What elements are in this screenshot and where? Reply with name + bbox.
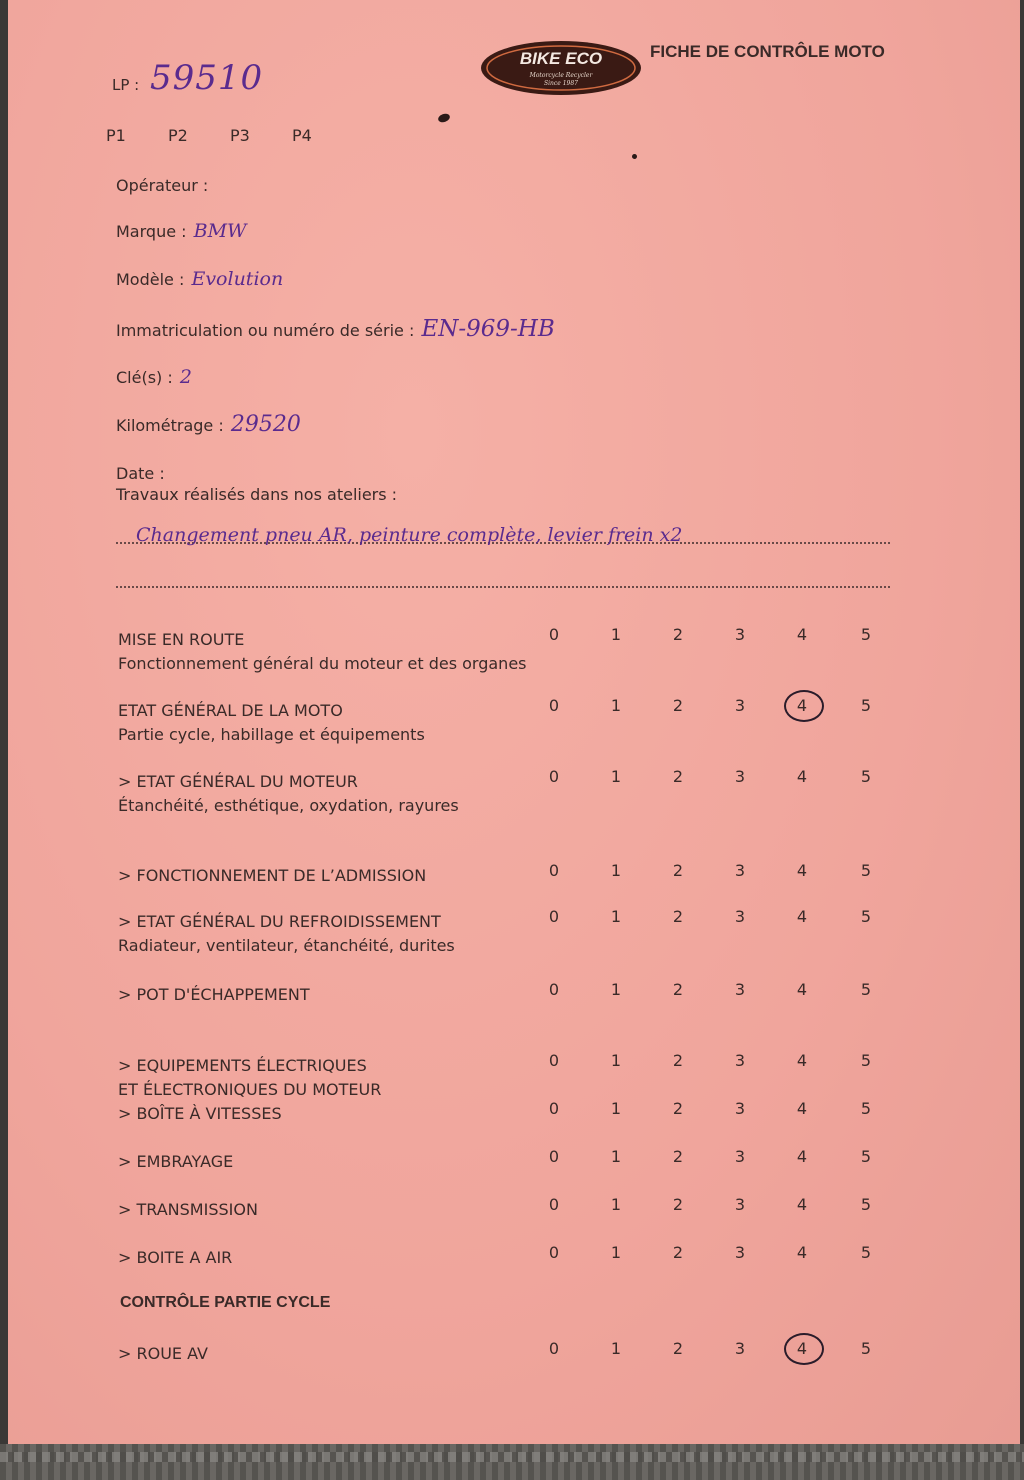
score-option-5[interactable]: 5 bbox=[860, 1099, 872, 1118]
check-row-label bbox=[118, 1054, 381, 1102]
svg-text:Motorcycle Recycler: Motorcycle Recycler bbox=[529, 72, 593, 79]
cycle-check-title: > ROUE AV bbox=[118, 1344, 208, 1363]
score-option-2[interactable]: 2 bbox=[672, 767, 684, 786]
lp-value: 59510 bbox=[150, 58, 264, 98]
score-option-3[interactable]: 3 bbox=[734, 1051, 746, 1070]
score-option-5[interactable]: 5 bbox=[860, 767, 872, 786]
check-row-label bbox=[118, 1102, 282, 1126]
score-option-4[interactable]: 4 bbox=[796, 1099, 808, 1118]
plastic-sleeve-edge bbox=[0, 1444, 1024, 1480]
kilometrage-field bbox=[116, 412, 301, 437]
score-option-1[interactable]: 1 bbox=[610, 1339, 622, 1358]
score-option-0[interactable]: 0 bbox=[548, 625, 560, 644]
check-title: MISE EN ROUTE bbox=[118, 630, 245, 649]
score-option-2[interactable]: 2 bbox=[672, 1339, 684, 1358]
date-field bbox=[116, 462, 167, 484]
travaux-value: Changement pneu AR, peinture complète, levier frein x2 bbox=[136, 524, 683, 546]
score-option-5[interactable]: 5 bbox=[860, 1147, 872, 1166]
check-subtitle: Radiateur, ventilateur, étanchéité, durites bbox=[118, 936, 455, 955]
lp-label: LP : bbox=[112, 76, 140, 94]
selected-score-circle bbox=[784, 690, 824, 722]
svg-text:BIKE ECO: BIKE ECO bbox=[519, 49, 603, 68]
date-label: Date : bbox=[116, 464, 165, 483]
score-option-4[interactable]: 4 bbox=[796, 980, 808, 999]
score-option-3[interactable]: 3 bbox=[734, 1147, 746, 1166]
score-option-5[interactable]: 5 bbox=[860, 980, 872, 999]
score-option-4[interactable]: 4 bbox=[796, 907, 808, 926]
check-subtitle: Fonctionnement général du moteur et des organes bbox=[118, 654, 527, 673]
score-option-4[interactable]: 4 bbox=[796, 1339, 808, 1358]
immatriculation-label: Immatriculation ou numéro de série : bbox=[116, 321, 415, 340]
score-option-5[interactable]: 5 bbox=[860, 861, 872, 880]
operateur-field bbox=[116, 174, 210, 196]
score-option-4[interactable]: 4 bbox=[796, 625, 808, 644]
score-option-4[interactable]: 4 bbox=[796, 696, 808, 715]
check-row-label bbox=[118, 628, 527, 676]
check-row-label bbox=[118, 1198, 258, 1222]
cles-label: Clé(s) : bbox=[116, 368, 173, 387]
score-option-3[interactable]: 3 bbox=[734, 1099, 746, 1118]
modele-field bbox=[116, 268, 283, 290]
marque-value: BMW bbox=[193, 220, 247, 242]
score-option-1[interactable]: 1 bbox=[610, 980, 622, 999]
ink-spot bbox=[632, 154, 637, 159]
check-title: > BOÎTE À VITESSES bbox=[118, 1104, 282, 1123]
score-option-3[interactable]: 3 bbox=[734, 696, 746, 715]
check-title: > FONCTIONNEMENT DE L’ADMISSION bbox=[118, 866, 427, 885]
travaux-line-2 bbox=[116, 586, 890, 588]
score-option-2[interactable]: 2 bbox=[672, 696, 684, 715]
score-option-0[interactable]: 0 bbox=[548, 907, 560, 926]
score-option-5[interactable]: 5 bbox=[860, 696, 872, 715]
score-option-4[interactable]: 4 bbox=[796, 767, 808, 786]
score-option-0[interactable]: 0 bbox=[548, 980, 560, 999]
score-option-2[interactable]: 2 bbox=[672, 1243, 684, 1262]
score-option-0[interactable]: 0 bbox=[548, 1051, 560, 1070]
score-option-3[interactable]: 3 bbox=[734, 907, 746, 926]
document-title: FICHE DE CONTRÔLE MOTO bbox=[650, 42, 885, 61]
score-option-5[interactable]: 5 bbox=[860, 1339, 872, 1358]
score-option-2[interactable]: 2 bbox=[672, 1147, 684, 1166]
check-title: > BOITE A AIR bbox=[118, 1248, 233, 1267]
operateur-label: Opérateur : bbox=[116, 176, 209, 195]
score-option-1[interactable]: 1 bbox=[610, 1051, 622, 1070]
priority-p4: P4 bbox=[292, 126, 312, 145]
score-option-0[interactable]: 0 bbox=[548, 767, 560, 786]
priority-p3: P3 bbox=[230, 126, 250, 145]
score-option-3[interactable]: 3 bbox=[734, 1243, 746, 1262]
check-title: > EQUIPEMENTS ÉLECTRIQUES bbox=[118, 1056, 367, 1075]
score-option-2[interactable]: 2 bbox=[672, 1195, 684, 1214]
score-option-3[interactable]: 3 bbox=[734, 767, 746, 786]
score-option-0[interactable]: 0 bbox=[548, 696, 560, 715]
score-option-4[interactable]: 4 bbox=[796, 1195, 808, 1214]
check-row-label bbox=[118, 770, 459, 818]
modele-label: Modèle : bbox=[116, 270, 185, 289]
score-option-0[interactable]: 0 bbox=[548, 1243, 560, 1262]
check-row-label bbox=[118, 983, 310, 1007]
ink-spot bbox=[437, 112, 451, 124]
control-sheet bbox=[8, 0, 1020, 1444]
cles-field bbox=[116, 366, 192, 388]
kilometrage-label: Kilométrage : bbox=[116, 416, 224, 435]
score-option-0[interactable]: 0 bbox=[548, 1099, 560, 1118]
priority-p1: P1 bbox=[106, 126, 126, 145]
score-option-4[interactable]: 4 bbox=[796, 1243, 808, 1262]
score-option-1[interactable]: 1 bbox=[610, 696, 622, 715]
check-title: ETAT GÉNÉRAL DE LA MOTO bbox=[118, 701, 343, 720]
score-option-1[interactable]: 1 bbox=[610, 767, 622, 786]
check-title: > TRANSMISSION bbox=[118, 1200, 258, 1219]
marque-field bbox=[116, 220, 247, 242]
score-option-1[interactable]: 1 bbox=[610, 907, 622, 926]
score-option-2[interactable]: 2 bbox=[672, 980, 684, 999]
check-subtitle: ET ÉLECTRONIQUES DU MOTEUR bbox=[118, 1080, 382, 1099]
marque-label: Marque : bbox=[116, 222, 187, 241]
score-option-1[interactable]: 1 bbox=[610, 1243, 622, 1262]
score-option-2[interactable]: 2 bbox=[672, 1099, 684, 1118]
modele-value: Evolution bbox=[191, 268, 284, 290]
score-option-3[interactable]: 3 bbox=[734, 861, 746, 880]
score-option-4[interactable]: 4 bbox=[796, 1051, 808, 1070]
check-row-label bbox=[118, 699, 425, 747]
score-option-2[interactable]: 2 bbox=[672, 861, 684, 880]
score-option-5[interactable]: 5 bbox=[860, 625, 872, 644]
score-option-4[interactable]: 4 bbox=[796, 1147, 808, 1166]
check-subtitle: Partie cycle, habillage et équipements bbox=[118, 725, 425, 744]
kilometrage-value: 29520 bbox=[230, 412, 301, 437]
cycle-check-row-label bbox=[118, 1342, 208, 1366]
score-option-5[interactable]: 5 bbox=[860, 1243, 872, 1262]
score-option-3[interactable]: 3 bbox=[734, 980, 746, 999]
check-row-label bbox=[118, 1150, 233, 1174]
cles-value: 2 bbox=[179, 366, 192, 388]
score-option-5[interactable]: 5 bbox=[860, 1195, 872, 1214]
score-option-0[interactable]: 0 bbox=[548, 1339, 560, 1358]
score-option-0[interactable]: 0 bbox=[548, 861, 560, 880]
score-option-1[interactable]: 1 bbox=[610, 861, 622, 880]
score-option-2[interactable]: 2 bbox=[672, 1051, 684, 1070]
check-subtitle: Étanchéité, esthétique, oxydation, rayures bbox=[118, 796, 459, 815]
score-option-3[interactable]: 3 bbox=[734, 1339, 746, 1358]
check-title: > EMBRAYAGE bbox=[118, 1152, 234, 1171]
score-option-0[interactable]: 0 bbox=[548, 1147, 560, 1166]
score-option-1[interactable]: 1 bbox=[610, 1195, 622, 1214]
check-row-label bbox=[118, 864, 426, 888]
score-option-3[interactable]: 3 bbox=[734, 625, 746, 644]
score-option-3[interactable]: 3 bbox=[734, 1195, 746, 1214]
score-option-1[interactable]: 1 bbox=[610, 1147, 622, 1166]
score-option-0[interactable]: 0 bbox=[548, 1195, 560, 1214]
check-title: > ETAT GÉNÉRAL DU MOTEUR bbox=[118, 772, 358, 791]
check-title: > ETAT GÉNÉRAL DU REFROIDISSEMENT bbox=[118, 912, 441, 931]
cycle-section-heading: CONTRÔLE PARTIE CYCLE bbox=[120, 1294, 331, 1311]
selected-score-circle bbox=[784, 1333, 824, 1365]
score-option-2[interactable]: 2 bbox=[672, 625, 684, 644]
score-option-5[interactable]: 5 bbox=[860, 1051, 872, 1070]
score-option-5[interactable]: 5 bbox=[860, 907, 872, 926]
score-option-4[interactable]: 4 bbox=[796, 861, 808, 880]
check-title: > POT D'ÉCHAPPEMENT bbox=[118, 985, 310, 1004]
score-option-1[interactable]: 1 bbox=[610, 1099, 622, 1118]
score-option-2[interactable]: 2 bbox=[672, 907, 684, 926]
check-row-label bbox=[118, 1246, 232, 1270]
priority-p2: P2 bbox=[168, 126, 188, 145]
score-option-1[interactable]: 1 bbox=[610, 625, 622, 644]
immatriculation-value: EN-969-HB bbox=[421, 316, 555, 342]
svg-text:Since 1987: Since 1987 bbox=[544, 80, 578, 87]
travaux-label: Travaux réalisés dans nos ateliers : bbox=[116, 485, 398, 504]
check-row-label bbox=[118, 910, 455, 958]
immatriculation-field bbox=[116, 316, 555, 342]
bike-eco-logo bbox=[480, 40, 642, 96]
